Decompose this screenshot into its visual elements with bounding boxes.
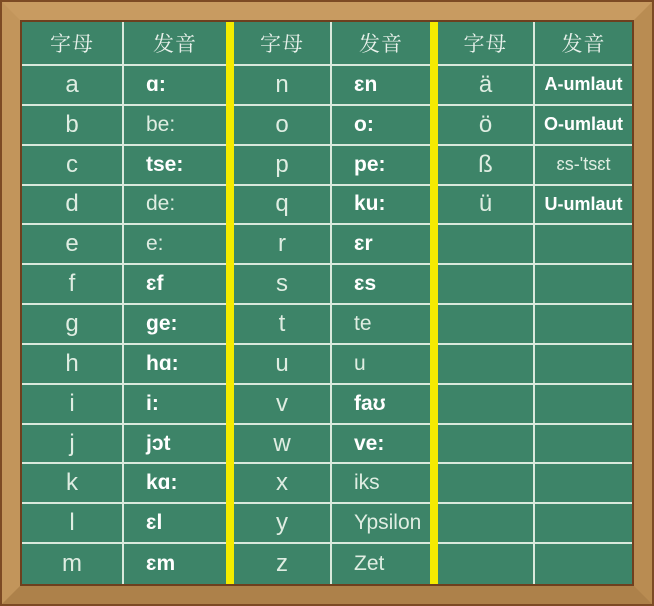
header-pron-label: 发音 xyxy=(124,22,226,66)
pronunciation-cell: A-umlaut xyxy=(535,66,632,106)
letter-cell: c xyxy=(22,146,124,186)
letter-cell: g xyxy=(22,305,124,345)
letter-cell: e xyxy=(22,225,124,265)
letter-cell: r xyxy=(234,225,332,265)
letter-cell: y xyxy=(234,504,332,544)
letter-cell: w xyxy=(234,425,332,465)
letter-cell: ä xyxy=(438,66,535,106)
pronunciation-cell xyxy=(535,265,632,305)
pronunciation-cell: ɛs xyxy=(332,265,430,305)
header-letter-label: 字母 xyxy=(438,22,535,66)
pronunciation-cell: hɑ: xyxy=(124,345,226,385)
pronunciation-cell: o: xyxy=(332,106,430,146)
header-letter-label: 字母 xyxy=(22,22,124,66)
letter-cell: ö xyxy=(438,106,535,146)
pronunciation-cell: Ypsilon xyxy=(332,504,430,544)
letter-cell: m xyxy=(22,544,124,584)
letter-cell: z xyxy=(234,544,332,584)
pronunciation-cell: pe: xyxy=(332,146,430,186)
pronunciation-cell: te xyxy=(332,305,430,345)
letter-cell: x xyxy=(234,464,332,504)
letter-cell: f xyxy=(22,265,124,305)
letter-cell xyxy=(438,504,535,544)
pronunciation-cell xyxy=(535,464,632,504)
pronunciation-cell xyxy=(535,305,632,345)
letter-cell: j xyxy=(22,425,124,465)
letter-cell xyxy=(438,265,535,305)
letter-cell: b xyxy=(22,106,124,146)
table-pair-n-z xyxy=(234,22,430,584)
letter-cell: d xyxy=(22,186,124,226)
yellow-divider-1 xyxy=(226,22,234,584)
pronunciation-cell xyxy=(535,425,632,465)
letter-cell: k xyxy=(22,464,124,504)
pronunciation-cell xyxy=(535,225,632,265)
pronunciation-cell: ge: xyxy=(124,305,226,345)
letter-cell: s xyxy=(234,265,332,305)
pronunciation-cell: U-umlaut xyxy=(535,186,632,226)
pronunciation-cell xyxy=(535,345,632,385)
pronunciation-cell: ve: xyxy=(332,425,430,465)
letter-cell: q xyxy=(234,186,332,226)
header-pron-label: 发音 xyxy=(332,22,430,66)
letter-cell: t xyxy=(234,305,332,345)
letter-cell: p xyxy=(234,146,332,186)
pronunciation-cell: kɑ: xyxy=(124,464,226,504)
pronunciation-cell xyxy=(535,385,632,425)
yellow-divider-2 xyxy=(430,22,438,584)
letter-cell: ü xyxy=(438,186,535,226)
pronunciation-cell: ɛs-'tsɛt xyxy=(535,146,632,186)
letter-cell: a xyxy=(22,66,124,106)
pronunciation-cell: faʊ xyxy=(332,385,430,425)
letter-cell: n xyxy=(234,66,332,106)
pronunciation-cell: ɛr xyxy=(332,225,430,265)
pronunciation-cell: ɛm xyxy=(146,552,176,576)
letter-cell xyxy=(438,464,535,504)
pronunciation-cell: O-umlaut xyxy=(535,106,632,146)
letter-cell xyxy=(438,305,535,345)
pronunciation-cell: u xyxy=(332,345,430,385)
header-letter-label: 字母 xyxy=(234,22,332,66)
pronunciation-cell: tse: xyxy=(124,146,226,186)
pronunciation-cell: Zet xyxy=(354,552,385,576)
pronunciation-cell: ɛl xyxy=(124,504,226,544)
chalkboard-table xyxy=(20,20,634,586)
letter-cell: i xyxy=(22,385,124,425)
pronunciation-cell xyxy=(535,544,632,584)
pronunciation-cell: ɑ: xyxy=(124,66,226,106)
header-pron-label: 发音 xyxy=(535,22,632,66)
letter-cell: ß xyxy=(438,146,535,186)
letter-cell: v xyxy=(234,385,332,425)
pronunciation-cell: ɛn xyxy=(332,66,430,106)
pronunciation-cell: ku: xyxy=(332,186,430,226)
table-pair-a-m xyxy=(22,22,226,584)
letter-cell xyxy=(438,385,535,425)
pronunciation-cell: ɛf xyxy=(124,265,226,305)
pronunciation-cell: i: xyxy=(124,385,226,425)
letter-cell: u xyxy=(234,345,332,385)
pronunciation-cell: jɔt xyxy=(124,425,226,465)
pronunciation-cell xyxy=(535,504,632,544)
letter-cell xyxy=(438,345,535,385)
letter-cell xyxy=(438,425,535,465)
pronunciation-cell: iks xyxy=(332,464,430,504)
letter-cell: l xyxy=(22,504,124,544)
letter-cell xyxy=(438,544,535,584)
letter-cell: h xyxy=(22,345,124,385)
letter-cell: o xyxy=(234,106,332,146)
letter-cell xyxy=(438,225,535,265)
table-pair-umlauts xyxy=(438,22,632,584)
pronunciation-cell: de: xyxy=(124,186,226,226)
pronunciation-cell: be: xyxy=(124,106,226,146)
pronunciation-cell: e: xyxy=(124,225,226,265)
